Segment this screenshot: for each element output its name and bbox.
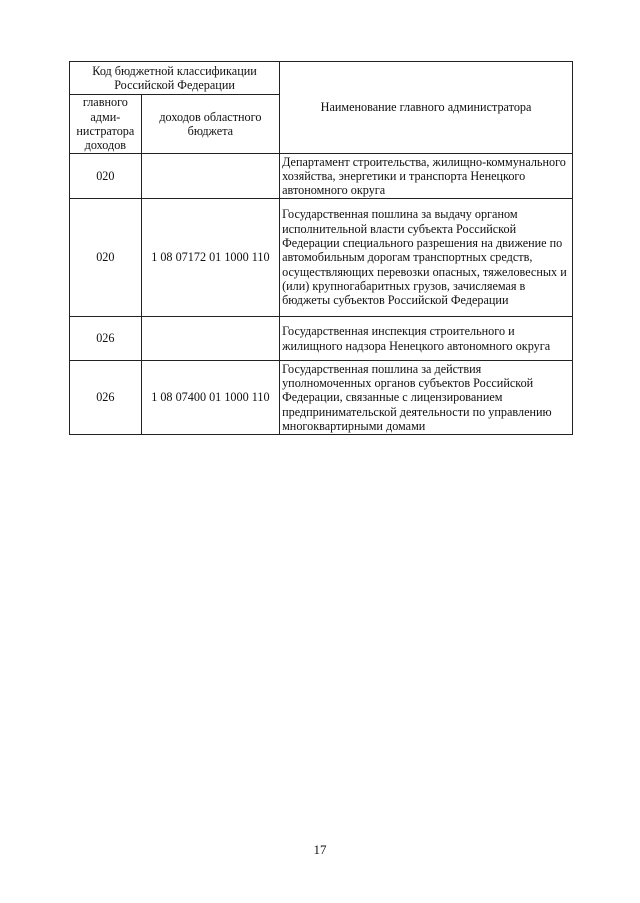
income-code-cell [141, 317, 279, 361]
administrator-name-cell: Департамент строительства, жилищно-коммунального хозяйства, энергетики и транспорта Ненецкого автономного округа [280, 154, 573, 199]
budget-classification-table [69, 61, 573, 435]
admin-code-cell: 026 [70, 317, 142, 361]
table-row [70, 199, 573, 317]
header-main-administrator: главного адми-нистратора доходов [70, 95, 142, 154]
header-regional-budget-income: доходов областного бюджета [141, 95, 279, 154]
table-row [70, 154, 573, 199]
admin-code-cell: 020 [70, 154, 142, 199]
income-code-cell [141, 154, 279, 199]
table-row [70, 361, 573, 435]
income-code-cell: 1 08 07172 01 1000 110 [141, 199, 279, 317]
page-number: 17 [313, 842, 327, 857]
table-row [70, 317, 573, 361]
admin-code-cell: 020 [70, 199, 142, 317]
administrator-name-cell: Государственная инспекция строительного и жилищного надзора Ненецкого автономного округа [280, 317, 573, 361]
administrator-name-cell: Государственная пошлина за выдачу органом исполнительной власти субъекта Российской Федерации специального разрешения на движение по автомобильным дорогам транспортных средств, осуществляющих перевозки опасных, тяжеловесных и (или) крупногабаритных грузов, зачисляемая в бюджеты субъектов Российской Федерации [280, 199, 573, 317]
header-administrator-name: Наименование главного администратора [280, 62, 573, 154]
income-code-cell: 1 08 07400 01 1000 110 [141, 361, 279, 435]
administrator-name-cell: Государственная пошлина за действия уполномоченных органов субъектов Российской Федерации, связанные с лицензированием предпринимательской деятельности по управлению многоквартирными домами [280, 361, 573, 435]
admin-code-cell: 026 [70, 361, 142, 435]
header-budget-classification-code: Код бюджетной классификации Российской Федерации [70, 62, 280, 95]
